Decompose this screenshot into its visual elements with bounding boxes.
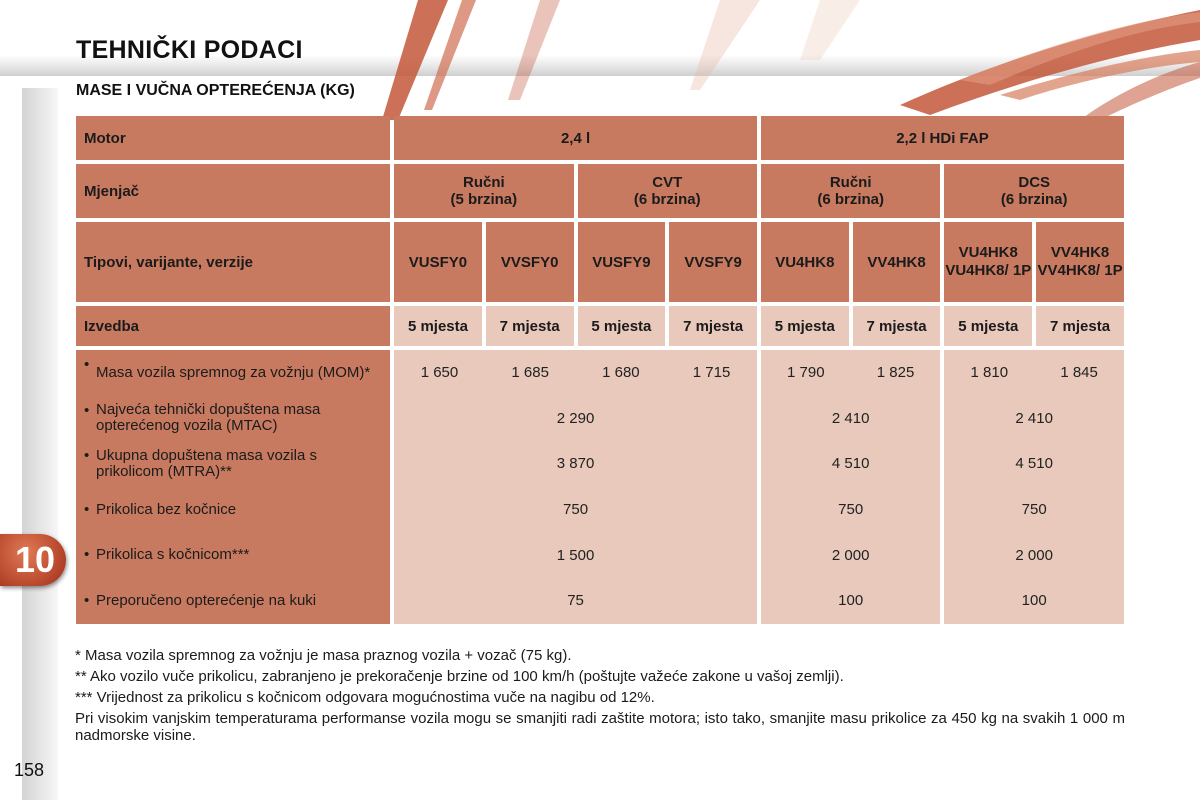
mom-values xyxy=(761,350,940,396)
mom-value: 1 685 xyxy=(511,364,549,382)
mass-label-text: Najveća tehnički dopuštena masa opterećenog vozila (MTAC) xyxy=(96,401,321,435)
types-row xyxy=(76,222,1124,302)
motor-cell: 2,4 l xyxy=(394,116,757,160)
mass-labels xyxy=(76,350,390,624)
mass-label-item xyxy=(84,532,384,578)
seats-cell: 5 mjesta xyxy=(394,306,482,346)
footnote: ** Ako vozilo vuče prikolicu, zabranjeno je prekoračenje brzine od 100 km/h (poštujte važeće zakone u vašoj zemlji). xyxy=(75,668,844,685)
page-number: 158 xyxy=(14,760,45,780)
footnote: * Masa vozila spremnog za vožnju je masa praznog vozila + vozač (75 kg). xyxy=(75,647,572,664)
mass-label-text: Masa vozila spremnog za vožnju (MOM)* xyxy=(96,363,371,381)
section-title: MASE I VUČNA OPTEREĆENJA (KG) xyxy=(76,82,355,99)
gearbox-cell xyxy=(578,164,757,218)
mom-value: 1 825 xyxy=(876,364,915,382)
trailer-unbraked-value: 750 xyxy=(563,501,589,519)
type-code-variant: VV4HK8/ 1P xyxy=(1037,262,1123,279)
type-code-variant: VU4HK8/ 1P xyxy=(945,262,1032,279)
seats-cell: 7 mjesta xyxy=(669,306,757,346)
seats-cell: 7 mjesta xyxy=(1036,306,1124,346)
mom-value: 1 845 xyxy=(1060,364,1098,382)
gearbox-speeds: (6 brzina) xyxy=(1000,191,1068,208)
side-strip xyxy=(22,88,58,800)
mass-label-text: Preporučeno opterećenje na kuki xyxy=(96,591,317,609)
mass-label-item xyxy=(84,487,384,533)
chapter-title: TEHNIČKI PODACI xyxy=(76,36,303,64)
bullet: • xyxy=(84,356,90,373)
type-cell: VV4HK8 xyxy=(853,222,941,302)
trailer-braked-value: 1 500 xyxy=(556,546,595,564)
row-label-motor: Motor xyxy=(76,116,390,160)
trailer-unbraked-value: 750 xyxy=(838,501,864,519)
bullet: • xyxy=(84,447,90,465)
footnote: *** Vrijednost za prikolicu s kočnicom odgovara mogućnostima vuče na nagibu od 12%. xyxy=(75,689,655,706)
trailer-unbraked-value: 750 xyxy=(1021,501,1047,519)
mom-values xyxy=(394,350,757,396)
seats-row xyxy=(76,306,1124,346)
mom-value: 1 680 xyxy=(602,364,640,382)
mass-label-text: Ukupna dopuštena masa vozila s prikolicom (MTRA)** xyxy=(96,446,317,480)
trailer-braked-value: 2 000 xyxy=(831,546,870,564)
type-code: VU4HK8 xyxy=(958,244,1018,261)
bullet: • xyxy=(84,401,90,419)
gearbox-cell xyxy=(761,164,940,218)
mass-label-text: Prikolica bez kočnice xyxy=(96,500,237,518)
row-label-types: Tipovi, varijante, verzije xyxy=(76,222,390,302)
seats-cell: 7 mjesta xyxy=(853,306,941,346)
gearbox-speeds: (5 brzina) xyxy=(450,191,518,208)
gearbox-speeds: (6 brzina) xyxy=(817,191,885,208)
gearbox-name: DCS xyxy=(1018,174,1051,191)
mom-value: 1 810 xyxy=(970,364,1009,382)
seats-cell: 5 mjesta xyxy=(578,306,666,346)
mom-values xyxy=(944,350,1124,396)
trailer-braked-value: 2 000 xyxy=(1015,546,1053,564)
type-code: VV4HK8 xyxy=(1050,244,1110,261)
chapter-badge: 10 xyxy=(0,534,66,586)
row-label-seats: Izvedba xyxy=(76,306,390,346)
type-cell: VVSFY0 xyxy=(486,222,574,302)
temperature-note: Pri visokim vanjskim temperaturama performanse vozila mogu se smanjiti radi zaštite motora; isto tako, smanjite masu prikolice za 450 kg na svakih 1 000 m nadmorske visine. xyxy=(75,710,1125,744)
bullet: • xyxy=(84,591,90,609)
values-group-hdi-dcs xyxy=(944,350,1124,624)
nose-weight-value: 100 xyxy=(838,592,864,610)
mtac-value: 2 410 xyxy=(1015,409,1053,427)
nose-weight-value: 100 xyxy=(1021,592,1047,610)
type-cell: VVSFY9 xyxy=(669,222,757,302)
type-cell: VUSFY9 xyxy=(578,222,666,302)
nose-weight-value: 75 xyxy=(567,592,584,610)
bullet: • xyxy=(84,500,90,518)
gearbox-row xyxy=(76,164,1124,218)
mass-label-item xyxy=(84,441,384,487)
values-group-hdi-manual xyxy=(761,350,940,624)
gearbox-name: CVT xyxy=(652,174,683,191)
mom-value: 1 790 xyxy=(787,364,825,382)
mass-label-item xyxy=(84,396,384,442)
seats-cell: 5 mjesta xyxy=(761,306,849,346)
mtra-value: 3 870 xyxy=(556,455,595,473)
type-cell: VUSFY0 xyxy=(394,222,482,302)
mom-value: 1 650 xyxy=(420,364,459,382)
footnotes xyxy=(75,645,1125,744)
mass-label-item xyxy=(84,578,384,624)
values-group-2-4 xyxy=(394,350,757,624)
type-cell: VU4HK8 xyxy=(761,222,849,302)
mtra-value: 4 510 xyxy=(831,455,870,473)
mom-value: 1 715 xyxy=(692,364,731,382)
motor-row xyxy=(76,116,1124,160)
mass-label-item xyxy=(84,350,384,396)
mass-label-text: Prikolica s kočnicom*** xyxy=(96,546,250,564)
gearbox-cell xyxy=(394,164,573,218)
gearbox-cell xyxy=(944,164,1124,218)
gearbox-name: Ručni xyxy=(829,174,872,191)
gearbox-name: Ručni xyxy=(462,174,505,191)
seats-cell: 5 mjesta xyxy=(944,306,1032,346)
motor-cell: 2,2 l HDi FAP xyxy=(761,116,1124,160)
seats-cell: 7 mjesta xyxy=(486,306,574,346)
gearbox-speeds: (6 brzina) xyxy=(633,191,701,208)
mtac-value: 2 410 xyxy=(831,409,870,427)
mtac-value: 2 290 xyxy=(556,409,595,427)
mass-table xyxy=(72,112,1128,628)
bullet: • xyxy=(84,546,90,564)
mass-data-row xyxy=(76,350,1124,624)
type-cell xyxy=(1036,222,1124,302)
row-label-gearbox: Mjenjač xyxy=(76,164,390,218)
type-cell xyxy=(944,222,1032,302)
mtra-value: 4 510 xyxy=(1015,455,1053,473)
